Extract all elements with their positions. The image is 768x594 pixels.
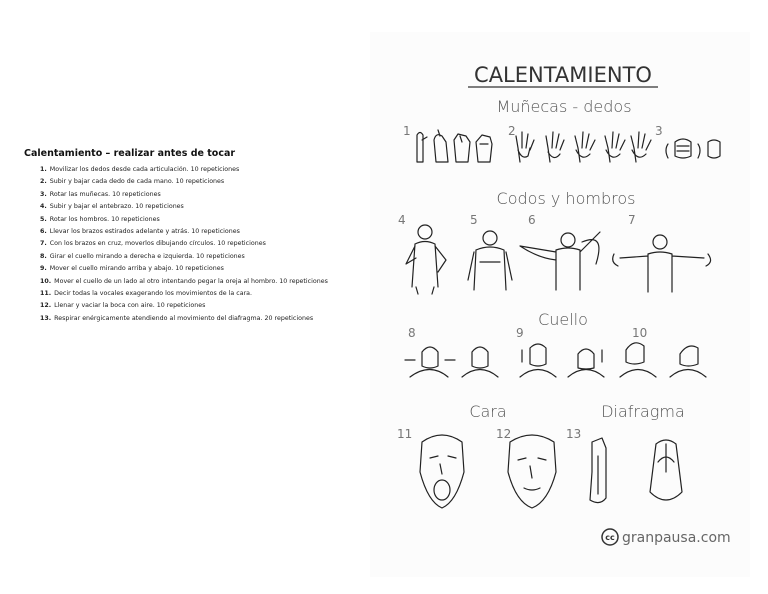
list-item: 1. Movilizar los dedos desde cada articulación. 10 repeticiones — [40, 166, 240, 173]
poster-title: CALENTAMIENTO — [474, 63, 652, 87]
section-diafragma: Diafragma — [601, 402, 685, 421]
exercise-number: 8 — [408, 326, 416, 340]
section-cuello: Cuello — [538, 310, 588, 329]
exercise-number: 13 — [566, 427, 582, 441]
list-item: 3. Rotar las muñecas. 10 repeticiones — [40, 190, 161, 198]
exercise-poster — [370, 32, 750, 577]
instructions-list — [24, 164, 374, 325]
exercise-number: 3 — [655, 124, 663, 138]
list-item: 10. Mover el cuello de un lado al otro intentando pegar la oreja al hombro. 10 repeticiones — [40, 277, 328, 285]
exercise-number: 2 — [508, 124, 516, 138]
exercise-number: 9 — [516, 326, 524, 340]
exercise-number: 5 — [470, 213, 478, 227]
list-item: 9. Mover el cuello mirando arriba y abajo. 10 repeticiones — [40, 265, 224, 273]
credit — [602, 529, 731, 546]
poster-illustration — [370, 32, 750, 577]
section-codos: Codos y hombros — [496, 189, 636, 208]
neck-illustrations — [405, 343, 706, 377]
exercise-number: 10 — [632, 326, 648, 340]
credit-text: granpausa.com — [622, 530, 731, 546]
list-item: 8. Girar el cuello mirando a derecha e izquierda. 10 repeticiones — [40, 252, 245, 260]
list-item: 4. Subir y bajar el antebrazo. 10 repeticiones — [40, 203, 184, 211]
exercise-number: 4 — [398, 213, 406, 227]
list-item: 2. Subir y bajar cada dedo de cada mano. 10 repeticiones — [40, 178, 225, 186]
list-item: 5. Rotar los hombros. 10 repeticiones — [40, 215, 160, 223]
arm-shoulder-illustrations — [406, 225, 711, 294]
list-item: 12. Llenar y vaciar la boca con aire. 10 repeticiones — [40, 302, 206, 310]
list-item: 13. Respirar enérgicamente atendiendo al movimiento del diafragma. 20 repeticiones — [40, 314, 314, 322]
exercise-number: 1 — [403, 124, 411, 138]
exercise-number: 7 — [628, 213, 636, 227]
list-item: 7. Con los brazos en cruz, moverlos dibujando círculos. 10 repeticiones — [40, 240, 266, 248]
section-cara: Cara — [469, 402, 507, 421]
list-item: 6. Llevar los brazos estirados adelante y atrás. 10 repeticiones — [40, 228, 240, 236]
exercise-number: 6 — [528, 213, 536, 227]
exercise-number: 12 — [496, 427, 512, 441]
face-illustrations — [420, 435, 682, 508]
list-item: 11. Decir todas la vocales exagerando los movimientos de la cara. — [40, 290, 253, 298]
hand-illustrations — [417, 130, 720, 162]
section-munecas: Muñecas - dedos — [496, 97, 632, 116]
exercise-number: 11 — [397, 427, 413, 441]
instructions-heading: Calentamiento – realizar antes de tocar — [24, 148, 236, 159]
cc-icon-label: cc — [605, 533, 615, 542]
instructions-panel — [24, 148, 374, 325]
